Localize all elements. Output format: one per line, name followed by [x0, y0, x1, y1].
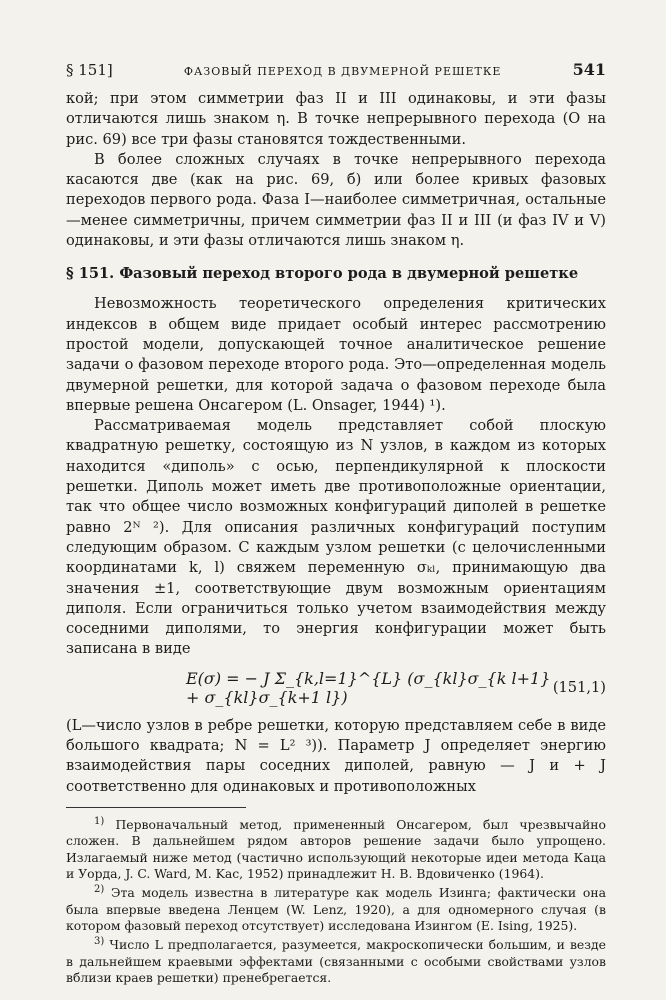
page — [66, 60, 606, 986]
equation-number: (151,1) — [552, 679, 606, 697]
footnote-text: Число L предполагается, разумеется, макроскопически большим, и везде в дальнейшем краевыми эффектами (связанными с особыми свойствами узлов вблизи краев решетки) пренебрегается. — [66, 937, 606, 985]
running-header — [66, 60, 606, 79]
header-title: ФАЗОВЫЙ ПЕРЕХОД В ДВУМЕРНОЙ РЕШЕТКЕ — [183, 65, 502, 78]
footnote-text: Первоначальный метод, примененный Онсагером, был чрезвычайно сложен. В дальнейшем рядом авторов решение задачи было упрощено. Излагаемый ниже метод (частично использующий некоторые идеи метода Каца и Уорда, J. C. Ward, M. Kac, 1952) принадлежит Н. В. Вдовиченко (1964). — [66, 817, 606, 881]
equation — [66, 660, 606, 716]
footnote — [66, 882, 606, 934]
footnote-mark: 3) — [94, 936, 105, 948]
footnote-divider — [66, 807, 246, 808]
paragraph: кой; при этом симметрии фаз II и III одинаковы, и эти фазы отличаются лишь знаком η. В точке непрерывного перехода (O на рис. 69) все три фазы становятся тождественными. — [66, 90, 606, 148]
equation-expression: E(σ) = − J Σ_{k,l=1}^{L} (σ_{kl}σ_{k l+1} + σ_{kl}σ_{k+1 l}) — [186, 668, 551, 707]
paragraph: В более сложных случаях в точке непрерывного перехода касаются две (как на рис. 69, б) или более кривых фазовых переходов первого рода. Фаза I—наиболее симметричная, остальные—менее симметричны, причем симметрии фаз II и III (и фаз IV и V) одинаковы, и эти фазы отличаются лишь знаком η. — [66, 150, 606, 250]
footnote-mark: 1) — [94, 815, 105, 827]
footnote-mark: 2) — [94, 884, 105, 896]
paragraph: Рассматриваемая модель представляет собой плоскую квадратную решетку, состоящую из N узлов, в каждом из которых находится «диполь» с осью, перпендикулярной к плоскости решетки. Диполь может иметь две противоположные ориентации, так что общее число возможных конфигураций диполей в решетке равно 2ᴺ ²). Для описания различных конфигураций поступим следующим образом. С каждым узлом решетки (с целочисленными координатами k, l) свяжем переменную σₖₗ, принимающую два значения ±1, соответствующие двум возможным ориентациям диполя. Если ограничиться только учетом взаимодействия между соседними диполями, то энергия конфигурации может быть записана в виде — [66, 417, 606, 658]
footnote-text: Эта модель известна в литературе как модель Изинга; фактически она была впервые введена Ленцем (W. Lenz, 1920), а для одномерного случая (в котором фазовый переход отсутствует) исследована Изингом (E. Ising, 1925). — [66, 885, 606, 933]
section-heading: § 151. Фазовый переход второго рода в двумерной решетке — [66, 265, 579, 283]
footnote — [66, 814, 606, 882]
footnote — [66, 934, 606, 986]
paragraph: (L—число узлов в ребре решетки, которую представляем себе в виде большого квадрата; N = L² ³)). Параметр J определяет энергию взаимодействия пары соседних диполей, равную — J и + J соответственно для одинаковых и противоположных — [66, 716, 606, 795]
paragraph: Невозможность теоретического определения критических индексов в общем виде придает особый интерес рассмотрению простой модели, допускающей точное аналитическое решение задачи о фазовом переходе второго рода. Это—определенная модель двумерной решетки, для которой задача о фазовом переходе была впервые решена Онсагером (L. Onsager, 1944) ¹). — [66, 295, 606, 414]
header-section: § 151] — [66, 61, 113, 79]
page-number: 541 — [572, 60, 606, 79]
